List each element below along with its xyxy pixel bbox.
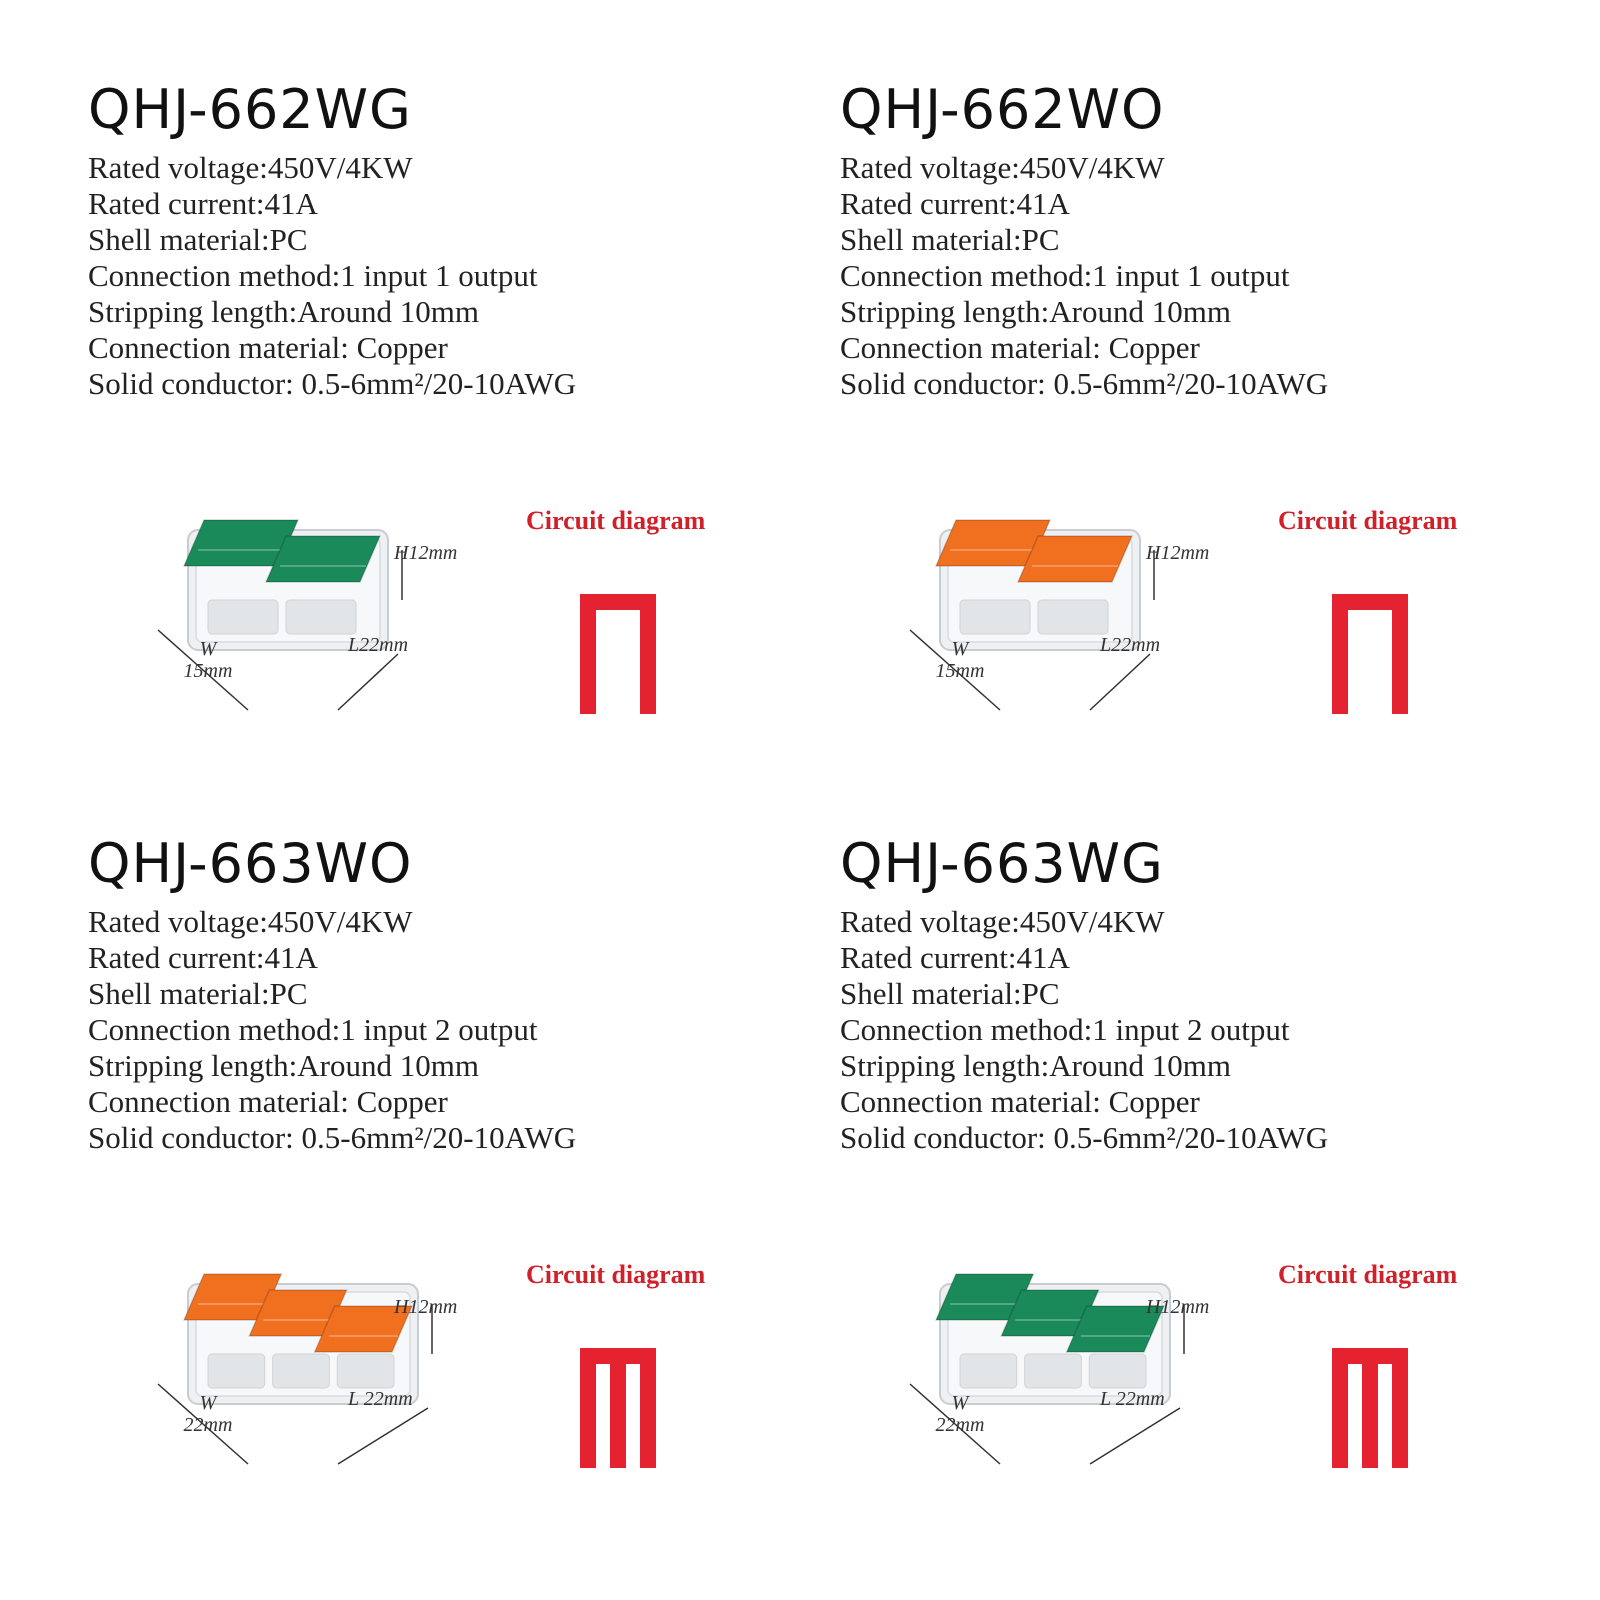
spec-rated-current: Rated current:41A — [88, 186, 318, 221]
product-title: QHJ-662WG — [88, 78, 412, 141]
spec-stripping-length: Stripping length:Around 10mm — [840, 294, 1231, 329]
circuit-diagram-label: Circuit diagram — [526, 506, 706, 535]
dimension-height: H12mm — [1146, 1296, 1210, 1318]
dimension-width-value: 15mm — [183, 660, 233, 682]
connector-image — [148, 470, 508, 730]
spec-list — [88, 904, 576, 1156]
dimension-width-value: 22mm — [935, 1414, 985, 1436]
circuit-diagram-label: Circuit diagram — [1278, 1260, 1458, 1289]
circuit-2-pole-icon — [580, 594, 660, 718]
spec-rated-voltage: Rated voltage:450V/4KW — [88, 904, 413, 939]
dimension-length: L22mm — [348, 634, 409, 656]
spec-rated-voltage: Rated voltage:450V/4KW — [840, 150, 1165, 185]
dimension-width — [168, 638, 248, 682]
spec-rated-voltage: Rated voltage:450V/4KW — [840, 904, 1165, 939]
spec-list — [88, 150, 576, 402]
spec-rated-current: Rated current:41A — [88, 940, 318, 975]
connector-2-lever-green-icon — [148, 470, 508, 730]
dimension-height: H12mm — [394, 1296, 458, 1318]
connector-3-lever-green-icon — [900, 1224, 1260, 1484]
spec-connection-material: Connection material: Copper — [840, 330, 1200, 365]
dimension-length: L 22mm — [348, 1388, 413, 1410]
product-panel-663wo — [88, 824, 848, 1584]
dimension-length: L 22mm — [1100, 1388, 1165, 1410]
dimension-width-label: W — [199, 1392, 217, 1414]
spec-stripping-length: Stripping length:Around 10mm — [840, 1048, 1231, 1083]
dimension-width-value: 15mm — [935, 660, 985, 682]
spec-rated-voltage: Rated voltage:450V/4KW — [88, 150, 413, 185]
connector-3-lever-orange-icon — [148, 1224, 508, 1484]
spec-connection-method: Connection method:1 input 1 output — [840, 258, 1290, 293]
product-title: QHJ-663WG — [840, 832, 1164, 895]
connector-2-lever-orange-icon — [900, 470, 1260, 730]
spec-solid-conductor: Solid conductor: 0.5-6mm²/20-10AWG — [840, 366, 1329, 401]
connector-image — [148, 1224, 508, 1484]
spec-list — [840, 150, 1328, 402]
dimension-width — [920, 1392, 1000, 1436]
product-panel-662wg — [88, 70, 848, 830]
spec-stripping-length: Stripping length:Around 10mm — [88, 1048, 479, 1083]
spec-list — [840, 904, 1328, 1156]
connector-image — [900, 470, 1260, 730]
spec-stripping-length: Stripping length:Around 10mm — [88, 294, 479, 329]
spec-shell-material: Shell material:PC — [840, 222, 1060, 257]
product-panel-663wg — [840, 824, 1600, 1584]
dimension-width — [168, 1392, 248, 1436]
spec-connection-method: Connection method:1 input 2 output — [88, 1012, 538, 1047]
spec-shell-material: Shell material:PC — [840, 976, 1060, 1011]
spec-solid-conductor: Solid conductor: 0.5-6mm²/20-10AWG — [88, 366, 577, 401]
circuit-diagram-label: Circuit diagram — [526, 1260, 706, 1289]
spec-connection-material: Connection material: Copper — [840, 1084, 1200, 1119]
circuit-3-pole-icon — [580, 1348, 660, 1472]
circuit-diagram-label: Circuit diagram — [1278, 506, 1458, 535]
dimension-width-value: 22mm — [183, 1414, 233, 1436]
circuit-3-pole-icon — [1332, 1348, 1412, 1472]
spec-connection-material: Connection material: Copper — [88, 330, 448, 365]
spec-connection-method: Connection method:1 input 2 output — [840, 1012, 1290, 1047]
dimension-height: H12mm — [394, 542, 458, 564]
dimension-width-label: W — [199, 638, 217, 660]
connector-image — [900, 1224, 1260, 1484]
dimension-length: L22mm — [1100, 634, 1161, 656]
dimension-width-label: W — [951, 1392, 969, 1414]
spec-rated-current: Rated current:41A — [840, 940, 1070, 975]
spec-connection-material: Connection material: Copper — [88, 1084, 448, 1119]
spec-solid-conductor: Solid conductor: 0.5-6mm²/20-10AWG — [840, 1120, 1329, 1155]
spec-solid-conductor: Solid conductor: 0.5-6mm²/20-10AWG — [88, 1120, 577, 1155]
product-title: QHJ-662WO — [840, 78, 1165, 141]
spec-shell-material: Shell material:PC — [88, 976, 308, 1011]
circuit-2-pole-icon — [1332, 594, 1412, 718]
dimension-width-label: W — [951, 638, 969, 660]
dimension-height: H12mm — [1146, 542, 1210, 564]
product-title: QHJ-663WO — [88, 832, 413, 895]
spec-connection-method: Connection method:1 input 1 output — [88, 258, 538, 293]
spec-rated-current: Rated current:41A — [840, 186, 1070, 221]
dimension-width — [920, 638, 1000, 682]
product-panel-662wo — [840, 70, 1600, 830]
spec-shell-material: Shell material:PC — [88, 222, 308, 257]
